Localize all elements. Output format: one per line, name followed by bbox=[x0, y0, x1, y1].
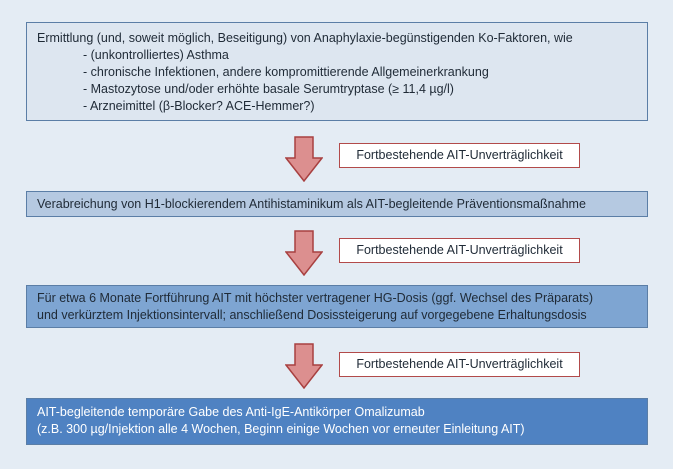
cofactor-item-medication: - Arzneimittel (β-Blocker? ACE-Hemmer?) bbox=[83, 99, 315, 113]
step-4-line-2: (z.B. 300 µg/Injektion alle 4 Wochen, Beginn einige Wochen vor erneuter Einleitung AIT) bbox=[37, 422, 525, 436]
cofactor-item-asthma: - (unkontrolliertes) Asthma bbox=[83, 48, 229, 62]
step-4-line-1: AIT-begleitende temporäre Gabe des Anti-IgE-Antikörper Omalizumab bbox=[37, 405, 425, 419]
note-persistent-intolerance-2: Fortbestehende AIT-Unverträglichkeit bbox=[339, 238, 580, 263]
cofactor-list bbox=[37, 47, 637, 115]
step-1-intro: Ermittlung (und, soweit möglich, Beseitigung) von Anaphylaxie-begünstigenden Ko-Faktoren, wie bbox=[37, 31, 573, 45]
down-arrow-3 bbox=[285, 343, 323, 389]
down-arrow-1 bbox=[285, 136, 323, 182]
step-3-dose-continuation-box bbox=[26, 285, 648, 328]
step-3-line-2: und verkürztem Injektionsintervall; anschließend Dosissteigerung auf vorgegebene Erhaltungsdosis bbox=[37, 308, 587, 322]
note-persistent-intolerance-1: Fortbestehende AIT-Unverträglichkeit bbox=[339, 143, 580, 168]
cofactor-item-mastocytosis: - Mastozytose und/oder erhöhte basale Serumtryptase (≥ 11,4 µg/l) bbox=[83, 82, 454, 96]
step-2-text: Verabreichung von H1-blockierendem Antihistaminikum als AIT-begleitende Präventionsmaßnahme bbox=[37, 197, 586, 211]
down-arrow-2 bbox=[285, 230, 323, 276]
note-persistent-intolerance-3: Fortbestehende AIT-Unverträglichkeit bbox=[339, 352, 580, 377]
step-4-omalizumab-box bbox=[26, 398, 648, 445]
cofactor-item-infections: - chronische Infektionen, andere kompromittierende Allgemeinerkrankung bbox=[83, 65, 489, 79]
step-2-antihistamine-box bbox=[26, 191, 648, 217]
step-3-line-1: Für etwa 6 Monate Fortführung AIT mit höchster vertragener HG-Dosis (ggf. Wechsel des Präparats) bbox=[37, 291, 594, 305]
step-1-cofactor-box bbox=[26, 22, 648, 121]
